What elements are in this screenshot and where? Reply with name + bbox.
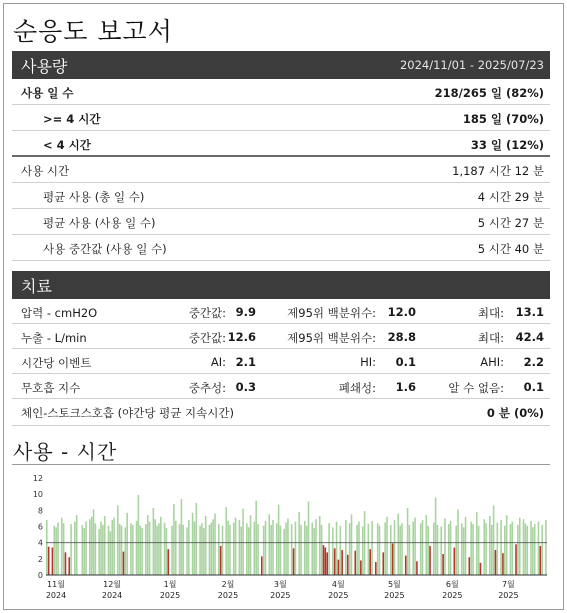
y-tick-label: 12 — [32, 474, 43, 483]
x-tick-month: 3월 — [273, 580, 287, 589]
y-tick-label: 10 — [32, 490, 43, 500]
therapy-key: 제95위 백분위수: — [287, 306, 376, 320]
usage-row-label: 사용 일 수 — [21, 86, 74, 100]
usage-row-median — [12, 235, 550, 261]
x-tick-year: 2025 — [384, 591, 405, 600]
therapy-value: 12.6 — [227, 330, 256, 344]
therapy-key: AHI: — [480, 355, 504, 369]
therapy-value: 2.2 — [523, 355, 544, 369]
therapy-value: 2.1 — [235, 355, 256, 369]
x-tick-year: 2024 — [101, 591, 123, 600]
x-tick-month: 7월 — [501, 580, 515, 589]
usage-row-label: 평균 사용 (사용 일 수) — [43, 216, 156, 230]
usage-row-label: < 4 시간 — [43, 138, 91, 152]
x-tick-year: 2025 — [270, 591, 291, 600]
csr-value: 0 분 (0%) — [486, 406, 544, 420]
x-tick-month: 4월 — [331, 580, 345, 589]
csr-label: 체인-스토크스호흡 (야간당 평균 지속시간) — [21, 406, 234, 420]
therapy-header — [12, 271, 550, 299]
x-tick-year: 2025 — [328, 591, 349, 600]
x-tick-month: 11월 — [47, 580, 65, 589]
report-title: 순응도 보고서 — [13, 17, 173, 46]
usage-row-value: 5 시간 27 분 — [477, 216, 544, 230]
therapy-metric-name: 누출 - L/min — [21, 331, 87, 345]
therapy-key: 최대: — [477, 331, 504, 345]
usage-row-label: 사용 중간값 (사용 일 수) — [43, 242, 167, 256]
usage-row-value: 33 일 (12%) — [470, 138, 544, 152]
x-tick-year: 2025 — [498, 591, 519, 600]
y-tick-label: 0 — [37, 571, 43, 580]
therapy-value: 42.4 — [515, 330, 544, 344]
usage-row-hours — [12, 157, 550, 183]
usage-row-avg-used — [12, 209, 550, 235]
therapy-metric-name: 무호흡 지수 — [21, 381, 81, 395]
therapy-row-pressure — [12, 299, 550, 324]
x-tick-year: 2025 — [217, 591, 239, 600]
therapy-metric-name: 압력 - cmH2O — [21, 306, 98, 320]
x-tick-month: 6월 — [445, 580, 459, 589]
therapy-key: 폐쇄성: — [338, 381, 376, 395]
therapy-value: 28.8 — [387, 330, 416, 344]
therapy-row-apnea — [12, 374, 550, 399]
usage-row-value: 4 시간 29 분 — [477, 190, 544, 204]
therapy-value: 9.9 — [235, 305, 256, 319]
therapy-value: 0.1 — [395, 355, 416, 369]
y-tick-label: 6 — [37, 522, 43, 532]
y-tick-label: 4 — [37, 538, 43, 548]
therapy-key: 중간값: — [188, 331, 226, 345]
therapy-key: HI: — [360, 355, 376, 369]
therapy-key: 최대: — [477, 306, 504, 320]
therapy-row-leak — [12, 324, 550, 349]
usage-header-label: 사용량 — [21, 57, 68, 76]
x-tick-month: 2월 — [221, 580, 235, 589]
therapy-value: 13.1 — [515, 305, 544, 319]
usage-row-value: 218/265 일 (82%) — [434, 86, 544, 100]
therapy-row-events — [12, 349, 550, 374]
therapy-value: 0.1 — [523, 380, 544, 394]
x-tick-month: 1월 — [163, 580, 177, 589]
therapy-key: 제95위 백분위수: — [287, 331, 376, 345]
therapy-value: 1.6 — [395, 380, 416, 394]
x-tick-month: 5월 — [387, 580, 401, 589]
x-tick-month: 12월 — [103, 580, 122, 589]
usage-row-value: 185 일 (70%) — [462, 112, 544, 126]
usage-row-over4h — [12, 105, 550, 131]
usage-row-value: 1,187 시간 12 분 — [452, 164, 544, 178]
date-range: 2024/11/01 - 2025/07/23 — [399, 58, 544, 72]
usage-row-label: 사용 시간 — [21, 164, 70, 178]
usage-row-days — [12, 79, 550, 105]
therapy-row-csr — [12, 399, 550, 426]
therapy-key: 중추성: — [188, 381, 226, 395]
therapy-key: 알 수 없음: — [448, 381, 504, 395]
therapy-header-label: 치료 — [21, 277, 52, 296]
usage-header — [12, 51, 550, 79]
usage-row-avg-total — [12, 183, 550, 209]
therapy-key: 중간값: — [188, 306, 226, 320]
usage-row-value: 5 시간 40 분 — [477, 242, 544, 256]
usage-row-label: >= 4 시간 — [43, 112, 101, 126]
therapy-metric-name: 시간당 이벤트 — [21, 356, 92, 370]
y-tick-label: 8 — [37, 506, 43, 516]
usage-row-label: 평균 사용 (총 일 수) — [43, 190, 145, 204]
x-tick-year: 2025 — [442, 591, 463, 600]
therapy-value: 0.3 — [235, 380, 256, 394]
x-tick-year: 2025 — [159, 591, 181, 600]
therapy-key: AI: — [210, 355, 226, 369]
usage-row-under4h — [12, 131, 550, 157]
y-tick-label: 2 — [37, 554, 43, 564]
x-tick-year: 2024 — [45, 591, 67, 600]
therapy-value: 12.0 — [387, 305, 416, 319]
chart-title: 사용 - 시간 — [13, 440, 118, 464]
chart-title-rule — [12, 464, 550, 465]
